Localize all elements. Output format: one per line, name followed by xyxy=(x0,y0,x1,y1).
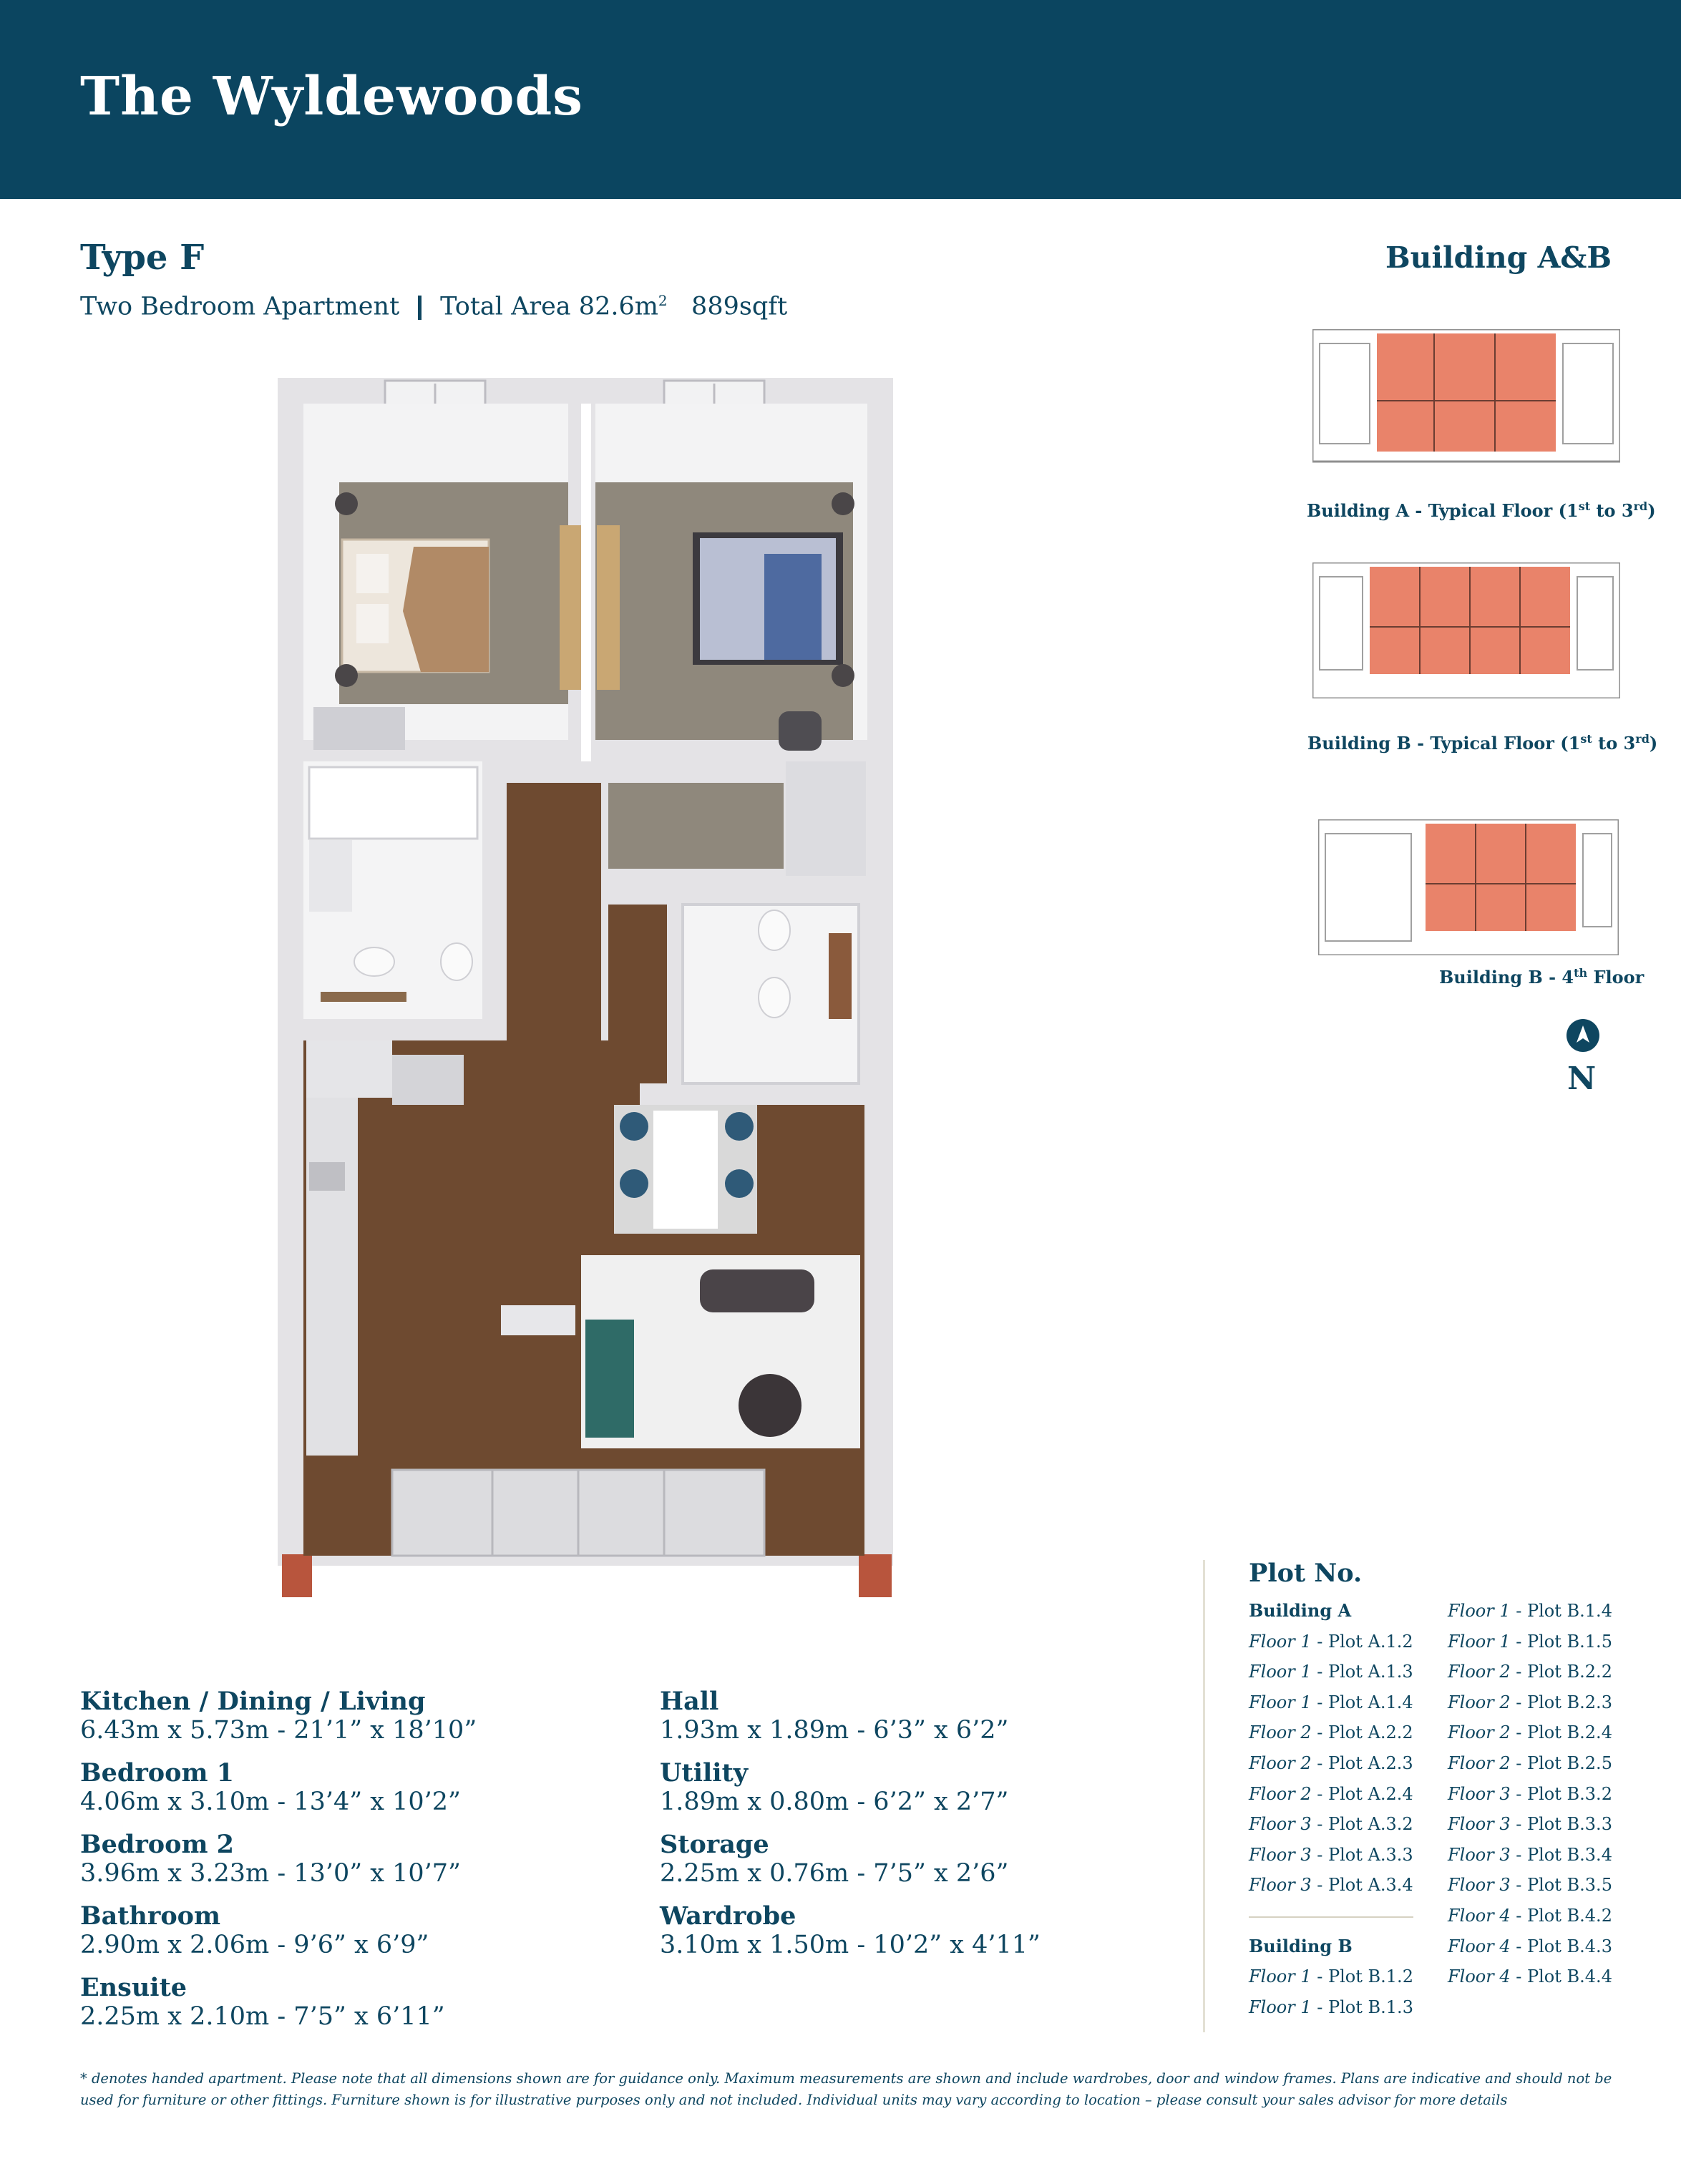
buildings-title: Building A&B xyxy=(1385,240,1612,275)
plot-item: Floor 1 - Plot A.1.3 xyxy=(1249,1662,1413,1682)
building-b-4th-caption: Building B - 4th Floor xyxy=(1439,966,1645,988)
plot-column-right xyxy=(1448,1596,1612,1992)
plot-item: Floor 4 - Plot B.4.2 xyxy=(1448,1905,1612,1926)
building-b-4th-floor-key-plan xyxy=(1318,819,1619,955)
room-wardrobe: Wardrobe 3.10m x 1.50m - 10’2” x 4’11” xyxy=(660,1901,1041,1959)
apartment-type: Type F xyxy=(80,238,205,278)
building-b-caption: Building B - Typical Floor (1st to 3rd) xyxy=(1307,732,1658,754)
plot-item: Floor 1 - Plot A.1.4 xyxy=(1249,1692,1413,1712)
building-a-caption: Building A - Typical Floor (1st to 3rd) xyxy=(1307,499,1656,521)
room-bedroom-2: Bedroom 2 3.96m x 3.23m - 13’0” x 10’7” xyxy=(80,1830,461,1888)
north-label: N xyxy=(1567,1061,1597,1097)
plot-item: Floor 2 - Plot A.2.3 xyxy=(1249,1752,1413,1773)
plot-item: Floor 1 - Plot A.1.2 xyxy=(1249,1631,1413,1652)
area-sqft: 889sqft xyxy=(691,292,788,321)
plot-item: Floor 4 - Plot B.4.3 xyxy=(1448,1936,1612,1956)
plot-item: Floor 1 - Plot B.1.2 xyxy=(1249,1966,1413,1987)
plot-item: Floor 3 - Plot B.3.4 xyxy=(1448,1844,1612,1865)
plot-item: Floor 3 - Plot B.3.5 xyxy=(1448,1875,1612,1896)
floor-plan-illustration xyxy=(278,375,900,1606)
building-a-key-plan xyxy=(1312,329,1620,465)
plot-item: Floor 1 - Plot B.1.4 xyxy=(1448,1601,1612,1621)
total-area: Total Area 82.6m xyxy=(440,292,658,321)
north-arrow-icon xyxy=(1567,1019,1599,1052)
apartment-subtitle xyxy=(80,292,787,321)
apartment-description: Two Bedroom Apartment xyxy=(80,292,400,321)
plot-column-left xyxy=(1249,1596,1413,2022)
plot-item: Floor 2 - Plot B.2.4 xyxy=(1448,1722,1612,1743)
plot-divider-line xyxy=(1203,1560,1205,2032)
plot-item: Floor 2 - Plot A.2.2 xyxy=(1249,1722,1413,1743)
plot-item: Floor 1 - Plot B.1.3 xyxy=(1249,1997,1413,2017)
plot-rule xyxy=(1249,1916,1413,1918)
disclaimer-footnote: * denotes handed apartment. Please note that all dimensions shown are for guidance only. Maximum measurements are shown and include wardrobes, door and window frames. Plans are indicative and should not be used for furniture or other fittings. Furniture shown is for illustrative purposes only and not included. Individual units may vary according to location – please consult your sales advisor for more details xyxy=(80,2070,1612,2108)
building-a-heading: Building A xyxy=(1249,1600,1352,1621)
plot-item: Floor 3 - Plot B.3.3 xyxy=(1448,1814,1612,1835)
header-banner xyxy=(0,0,1681,199)
development-title: The Wyldewoods xyxy=(80,66,583,127)
room-hall: Hall 1.93m x 1.89m - 6’3” x 6’2” xyxy=(660,1687,1009,1745)
plot-item: Floor 4 - Plot B.4.4 xyxy=(1448,1966,1612,1987)
room-kitchen: Kitchen / Dining / Living 6.43m x 5.73m - 21’1” x 18’10” xyxy=(80,1687,477,1745)
plot-item: Floor 3 - Plot B.3.2 xyxy=(1448,1783,1612,1804)
room-bedroom-1: Bedroom 1 4.06m x 3.10m - 13’4” x 10’2” xyxy=(80,1758,461,1816)
plot-item: Floor 3 - Plot A.3.4 xyxy=(1249,1875,1413,1896)
plot-item: Floor 2 - Plot B.2.5 xyxy=(1448,1752,1612,1773)
plot-item: Floor 2 - Plot A.2.4 xyxy=(1249,1783,1413,1804)
room-storage: Storage 2.25m x 0.76m - 7’5” x 2’6” xyxy=(660,1830,1009,1888)
separator-bar xyxy=(418,296,422,320)
plot-item: Floor 2 - Plot B.2.2 xyxy=(1448,1662,1612,1682)
room-utility: Utility 1.89m x 0.80m - 6’2” x 2’7” xyxy=(660,1758,1009,1816)
room-ensuite: Ensuite 2.25m x 2.10m - 7’5” x 6’11” xyxy=(80,1973,445,2031)
plot-item: Floor 3 - Plot A.3.2 xyxy=(1249,1814,1413,1835)
plot-item: Floor 1 - Plot B.1.5 xyxy=(1448,1631,1612,1652)
room-bathroom: Bathroom 2.90m x 2.06m - 9’6” x 6’9” xyxy=(80,1901,429,1959)
building-b-heading: Building B xyxy=(1249,1935,1353,1956)
plot-title: Plot No. xyxy=(1249,1559,1363,1588)
plot-item: Floor 2 - Plot B.2.3 xyxy=(1448,1692,1612,1712)
area-superscript: 2 xyxy=(658,292,668,309)
building-b-key-plan xyxy=(1312,562,1620,698)
plot-item: Floor 3 - Plot A.3.3 xyxy=(1249,1844,1413,1865)
